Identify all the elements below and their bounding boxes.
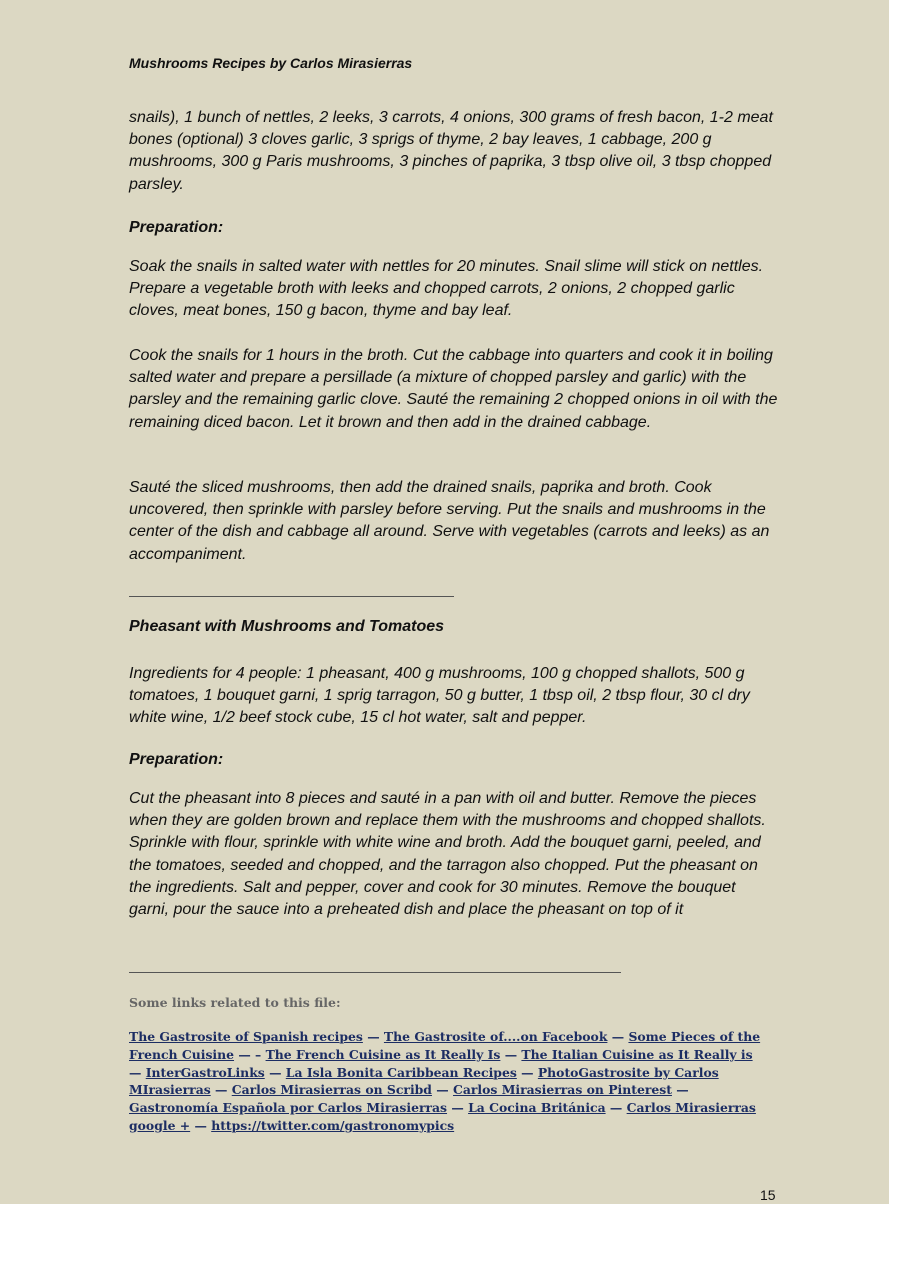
link-separator: — bbox=[516, 1064, 538, 1080]
link-separator: — bbox=[210, 1082, 232, 1098]
links-divider bbox=[129, 972, 621, 973]
recipe1-prep-paragraph-3: Sauté the sliced mushrooms, then add the drained snails, paprika and broth. Cook uncovered, then sprinkle with parsley before serving. Put the snails and mushrooms in the center of the dish and cabbage all around. Serve with vegetables (carrots and leeks) as an accompaniment. bbox=[129, 479, 770, 563]
link-twitter[interactable]: https://twitter.com/gastronomypics bbox=[211, 1117, 455, 1133]
links-title: Some links related to this file: bbox=[129, 995, 341, 1010]
link-french-cuisine-pieces[interactable]: Some Pieces of the French Cuisine bbox=[129, 1029, 761, 1062]
link-separator: — – bbox=[234, 1046, 266, 1062]
link-separator: — bbox=[607, 1029, 629, 1044]
link-separator: — bbox=[190, 1117, 212, 1133]
running-header: Mushrooms Recipes by Carlos Mirasierras bbox=[129, 55, 413, 71]
link-google-plus[interactable]: Carlos Mirasierras google + bbox=[129, 1100, 756, 1133]
link-separator: — bbox=[447, 1100, 469, 1116]
link-separator: — bbox=[431, 1082, 454, 1098]
recipe2-preparation-heading: Preparation: bbox=[129, 751, 224, 768]
link-separator: — bbox=[605, 1100, 627, 1116]
link-gastronomia-espanola[interactable]: Gastronomía Española por Carlos Mirasierras bbox=[129, 1100, 448, 1116]
recipe1-preparation-heading: Preparation: bbox=[129, 219, 224, 236]
related-links bbox=[129, 1028, 769, 1135]
link-separator: — bbox=[671, 1082, 689, 1098]
page-number: 15 bbox=[760, 1187, 776, 1203]
link-intergastrolinks[interactable]: InterGastroLinks bbox=[145, 1064, 265, 1080]
link-separator: — bbox=[264, 1064, 286, 1080]
section-divider bbox=[129, 596, 454, 597]
recipe1-prep-paragraph-2: Cook the snails for 1 hours in the broth. Cut the cabbage into quarters and cook it in boiling salted water and prepare a persillade (a mixture of chopped parsley and garlic) with the parsley and the remaining garlic clove. Sauté the remaining 2 chopped onions in oil with the remaining diced bacon. Let it brown and then add in the drained cabbage. bbox=[129, 347, 778, 431]
link-gastrosite-facebook[interactable]: The Gastrosite of....on Facebook bbox=[383, 1029, 608, 1044]
recipe1-ingredients-tail: snails), 1 bunch of nettles, 2 leeks, 3 carrots, 4 onions, 300 grams of fresh bacon, 1-2 meat bones (optional) 3 cloves garlic, 3 sprigs of thyme, 2 bay leaves, 1 cabbage, 200 g mushrooms, 300 g Paris mushrooms, 3 pinches of paprika, 3 tbsp olive oil, 3 tbsp chopped parsley. bbox=[129, 109, 773, 193]
link-photogastrosite[interactable]: PhotoGastrosite by Carlos MIrasierras bbox=[129, 1064, 719, 1098]
link-pinterest[interactable]: Carlos Mirasierras on Pinterest bbox=[453, 1082, 672, 1098]
recipe2-ingredients: Ingredients for 4 people: 1 pheasant, 400 g mushrooms, 100 g chopped shallots, 500 g tomatoes, 1 bouquet garni, 1 sprig tarragon, 50 g butter, 1 tbsp oil, 2 tbsp flour, 30 cl dry white wine, 1/2 beef stock cube, 15 cl hot water, salt and pepper. bbox=[129, 665, 750, 727]
link-cocina-britanica[interactable]: La Cocina Británica bbox=[468, 1100, 606, 1116]
recipe2-prep-paragraph: Cut the pheasant into 8 pieces and sauté in a pan with oil and butter. Remove the pieces when they are golden brown and replace them with the mushrooms and chopped shallots. Sprinkle with flour, sprinkle with white wine and broth. Add the bouquet garni, peeled, and the tomatoes, seeded and chopped, and the tarragon also chopped. Put the pheasant on the ingredients. Salt and pepper, cover and cook for 30 minutes. Remove the bouquet garni, pour the sauce into a preheated dish and place the pheasant on top of it bbox=[129, 790, 766, 919]
link-separator: — bbox=[129, 1064, 146, 1080]
recipe2-title: Pheasant with Mushrooms and Tomatoes bbox=[129, 618, 445, 635]
link-isla-bonita[interactable]: La Isla Bonita Caribbean Recipes bbox=[285, 1064, 517, 1080]
link-french-cuisine-really[interactable]: The French Cuisine as It Really Is bbox=[265, 1046, 501, 1062]
link-italian-cuisine[interactable]: The Italian Cuisine as It Really is bbox=[521, 1046, 753, 1062]
recipe1-prep-paragraph-1: Soak the snails in salted water with nettles for 20 minutes. Snail slime will stick on nettles. Prepare a vegetable broth with leeks and chopped carrots, 2 onions, 2 chopped garlic cloves, meat bones, 150 g bacon, thyme and bay leaf. bbox=[129, 258, 764, 320]
link-separator: — bbox=[500, 1046, 522, 1062]
link-gastrosite-spanish[interactable]: The Gastrosite of Spanish recipes bbox=[129, 1029, 363, 1044]
link-separator: — bbox=[362, 1029, 384, 1044]
link-scribd[interactable]: Carlos Mirasierras on Scribd bbox=[231, 1082, 432, 1098]
